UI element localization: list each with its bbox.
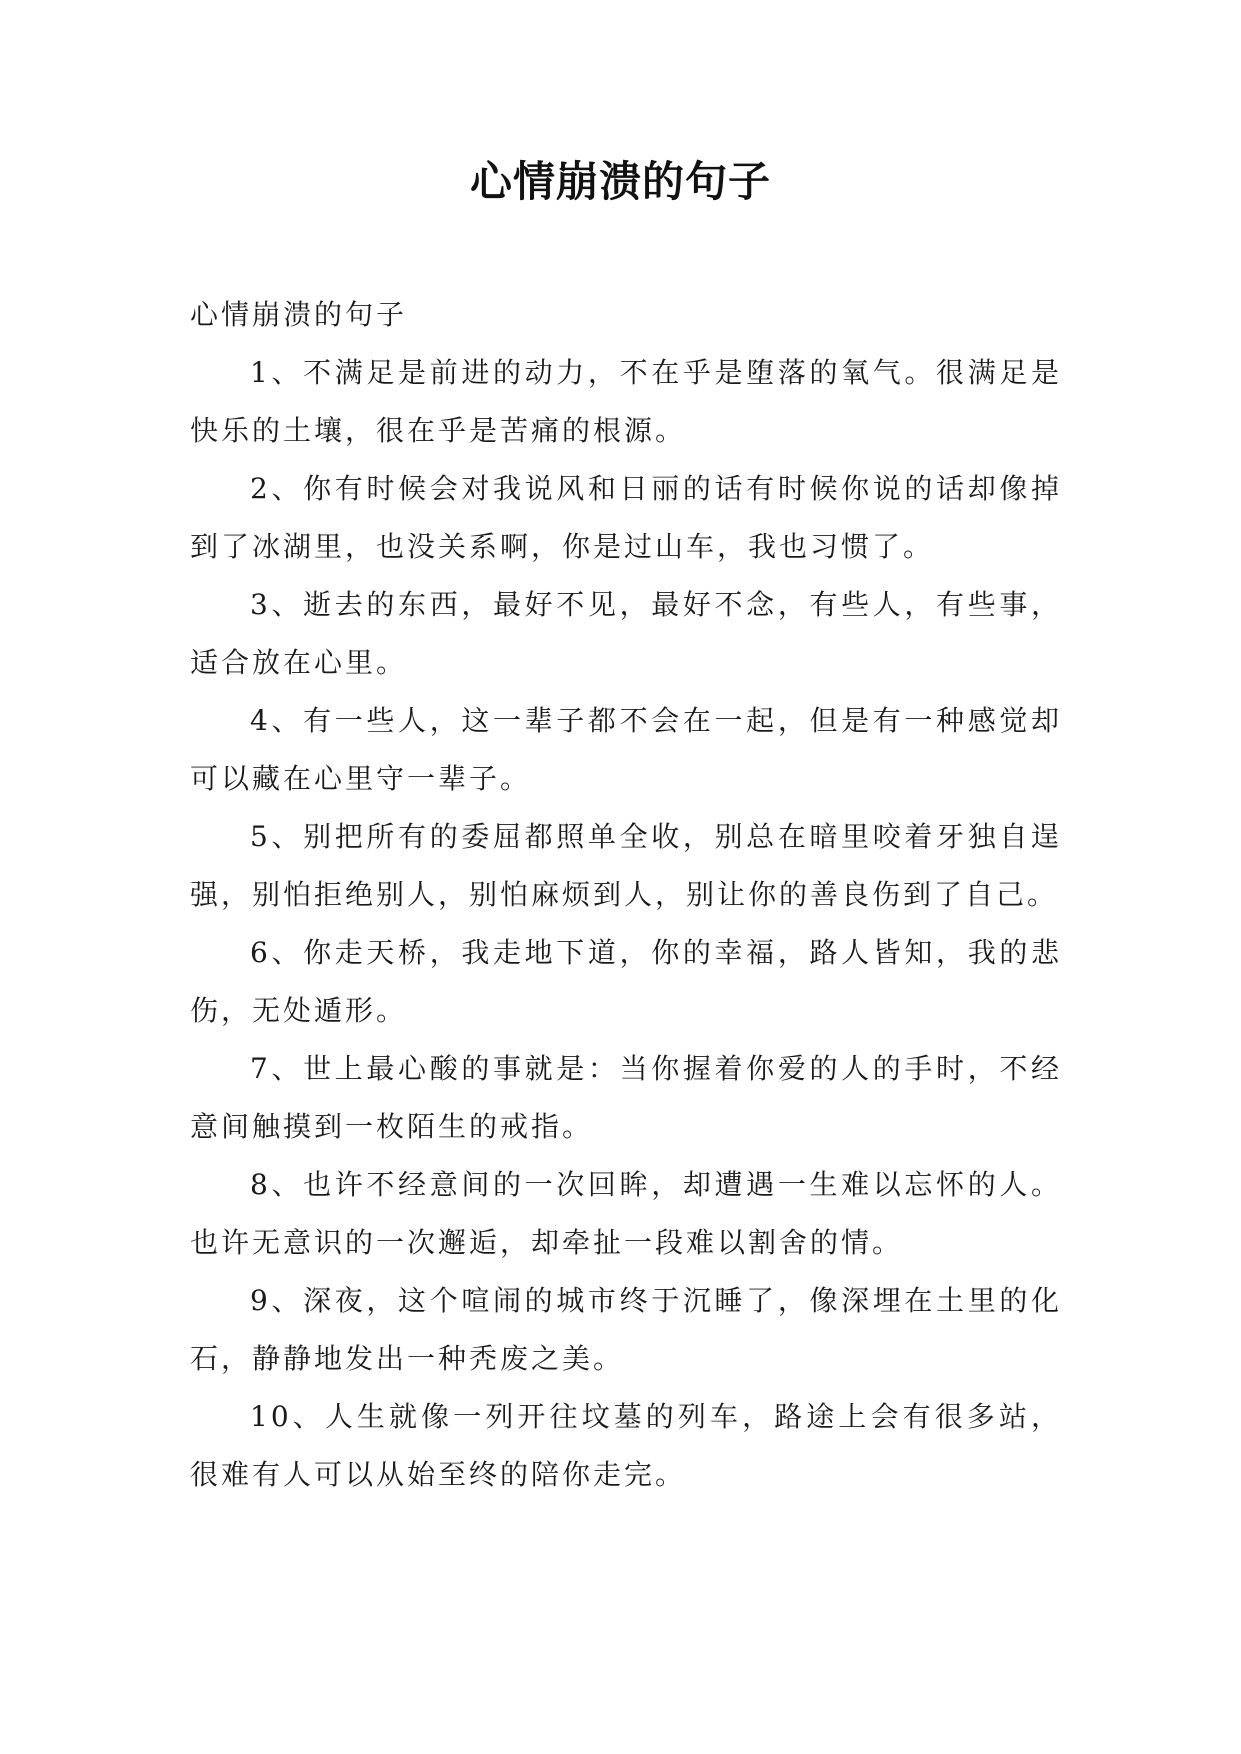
paragraph-9: 9、深夜，这个喧闹的城市终于沉睡了，像深埋在土里的化石，静静地发出一种秃废之美。 [190, 1284, 1062, 1375]
document-subtitle: 心情崩溃的句子 [190, 298, 408, 331]
paragraph-3: 3、逝去的东西，最好不见，最好不念，有些人，有些事，适合放在心里。 [190, 588, 1062, 679]
document-title: 心情崩溃的句子 [469, 157, 771, 206]
paragraph-8: 8、也许不经意间的一次回眸，却遭遇一生难以忘怀的人。也许无意识的一次邂逅，却牵扯一段难以割舍的情。 [190, 1168, 1062, 1259]
paragraph-2: 2、你有时候会对我说风和日丽的话有时候你说的话却像掉到了冰湖里，也没关系啊，你是过山车，我也习惯了。 [190, 472, 1062, 563]
paragraph-10: 10、人生就像一列开往坟墓的列车，路途上会有很多站，很难有人可以从始至终的陪你走完。 [190, 1400, 1062, 1491]
paragraph-1: 1、不满足是前进的动力，不在乎是堕落的氧气。很满足是快乐的土壤，很在乎是苦痛的根源。 [190, 356, 1062, 447]
paragraph-5: 5、别把所有的委屈都照单全收，别总在暗里咬着牙独自逞强，别怕拒绝别人，别怕麻烦到人，别让你的善良伤到了自己。 [190, 820, 1062, 911]
document-body [190, 286, 1062, 1504]
paragraph-4: 4、有一些人，这一辈子都不会在一起，但是有一种感觉却可以藏在心里守一辈子。 [190, 704, 1062, 795]
paragraph-7: 7、世上最心酸的事就是：当你握着你爱的人的手时，不经意间触摸到一枚陌生的戒指。 [190, 1052, 1062, 1143]
paragraph-6: 6、你走天桥，我走地下道，你的幸福，路人皆知，我的悲伤，无处遁形。 [190, 936, 1062, 1027]
